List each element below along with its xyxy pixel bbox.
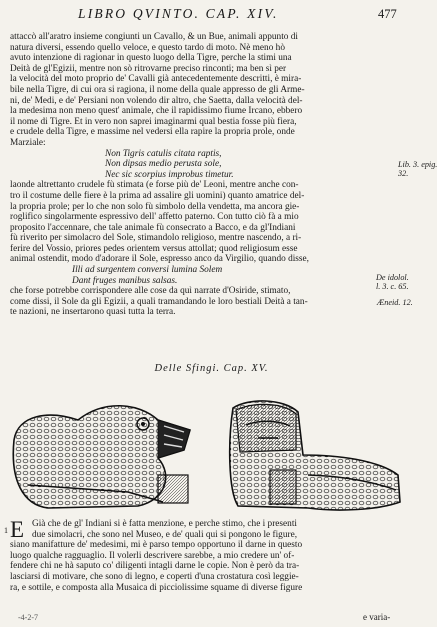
- text-line: ferire del Vossio, priores pedes orientem versus attollat; quod religiosum esse: [10, 243, 298, 254]
- text-line: siano manifatture de' medesimi, mi è parso tempo opportuno il darne in questo: [10, 540, 303, 551]
- margin-ref: 32.: [398, 169, 409, 178]
- margin-ref: De idolol.: [376, 273, 409, 282]
- text-line: la medesima non meno quest' animale, che il rapidissimo fiume Ircano, ebbero: [10, 106, 303, 117]
- text-line: te nazioni, ne insertarono quasi tutta la terra.: [10, 307, 176, 318]
- section-heading: Delle Sfingi. Cap. XV.: [154, 363, 269, 374]
- margin-ref: l. 3. c. 65.: [376, 282, 409, 291]
- text-line: ni, de' Medi, e de' Persiani non volendo dir altro, che Saetta, dalla velocità del-: [10, 95, 303, 106]
- verse-line: Dant fruges manibus salsas.: [72, 275, 178, 286]
- text-line: lasciarsi di motivare, che sono di legno, e coperti d'una crostatura così leggie-: [10, 571, 299, 582]
- signature-mark: -4-2-7: [18, 613, 38, 622]
- text-line: Marziale:: [10, 137, 46, 148]
- margin-ref: Lib. 3. epig.: [398, 160, 437, 169]
- margin-ref: Æneid. 12.: [377, 298, 413, 307]
- margin-note: [376, 273, 409, 291]
- right-sphinx-figure: [230, 401, 400, 510]
- text-line: attaccò all'aratro insieme congiunti un Cavallo, & un Bue, animali appunto di: [10, 32, 298, 42]
- text-line: laonde altrettanto crudele fù stimata (e forse più de' Leoni, mentre anche con-: [10, 180, 299, 191]
- text-line: che forse potrebbe corrispondere alle cose da quì narrate d'Osiride, stimato,: [10, 286, 291, 297]
- verse-line: Non dipsas medio perusta sole,: [105, 159, 222, 170]
- drop-cap: E: [10, 517, 25, 542]
- text-line: bile nella Tigre, di cui ora si ragiona, il nome della quale appresso de gli Arme-: [10, 84, 305, 95]
- verse-line: Nec sic scorpius improbus timetur.: [105, 169, 234, 180]
- sphinx-illustration: [8, 380, 408, 515]
- catchword: e varia-: [363, 612, 391, 622]
- text-line: avuto intenzione di ragionar in questo luogo della Tigre, perche la stimi una: [10, 53, 292, 64]
- verse-line: Non Tigris catulis citata raptis,: [105, 148, 222, 159]
- text-line: natura diversi, essendo quello veloce, e questo tardo di moto. Nè meno hò: [10, 42, 285, 53]
- text-line: come dissi, il Sole da gli Egizii, a quali tramandando le loro bestiali Deità a tan-: [10, 296, 308, 307]
- margin-note: [398, 160, 437, 178]
- text-line: il nome di Tigre. Et in vero non saprei imaginarmi qual bestia fosse più fiera,: [10, 116, 297, 127]
- left-sphinx-figure: [13, 406, 190, 508]
- text-line: proposito l'accennare, che tale animale fù consecrato a Bacco, e da gl'Indiani: [10, 222, 296, 233]
- text-line: Già che de gl' Indiani si è fatta menzione, e perche stimo, che i presenti: [32, 519, 297, 529]
- text-line: la propria prole; per lo che non solo fù simbolo della vendetta, ma ancora gie-: [10, 201, 300, 212]
- sphinx-paragraph: [10, 519, 402, 593]
- text-line: roglifico singolarmente espressivo dell' affetto paterno. Con tutto ciò fà a mio: [10, 212, 299, 223]
- text-line: animal ostendit, modo d'adorare il Sole, espresso anco da Virgilio, quando disse,: [10, 254, 309, 265]
- margin-note: [377, 298, 413, 307]
- text-line: fù riverito per simolacro del Sole, stimandolo religioso, mentre nascendo, a ri-: [10, 233, 302, 244]
- verse-line: Illi ad surgentem conversi lumina Solem: [72, 265, 223, 276]
- main-text: [10, 32, 392, 318]
- text-line: ra, e sottile, e composta alla Musaica di picciolissime squame di diverse figure: [10, 582, 303, 593]
- text-line: e crudele della Tigre, e massime nel vedersi ella rapire la propria prole, onde: [10, 127, 295, 138]
- text-line: fendere chi ne hà saputo co' diligenti intagli darne le copie. Non è però da tra-: [10, 561, 300, 572]
- text-line: tro il costume delle fiere è la prima ad assalire gli uomini) quanto amatrice del-: [10, 190, 305, 201]
- running-title: LIBRO QVINTO. CAP. XIV.: [78, 6, 279, 21]
- text-line: due simolacri, che sono nel Museo, e de' quali qui si pongono le figure,: [32, 529, 298, 540]
- text-line: la velocità del moto proprio de' Cavalli già antecedentemente descritti, è mira-: [10, 74, 302, 85]
- running-head: [0, 6, 423, 26]
- page-number: 477: [378, 7, 397, 21]
- text-line: luogo qualche ragguaglio. Il volerli descrivere sarebbe, a mio credere un' of-: [10, 550, 295, 561]
- text-line: Deità de gl'Egizii, mentre non sò ritrovarne preciso rinconti; ma ben sì per: [10, 63, 287, 74]
- footnote-mark: 1: [4, 526, 8, 535]
